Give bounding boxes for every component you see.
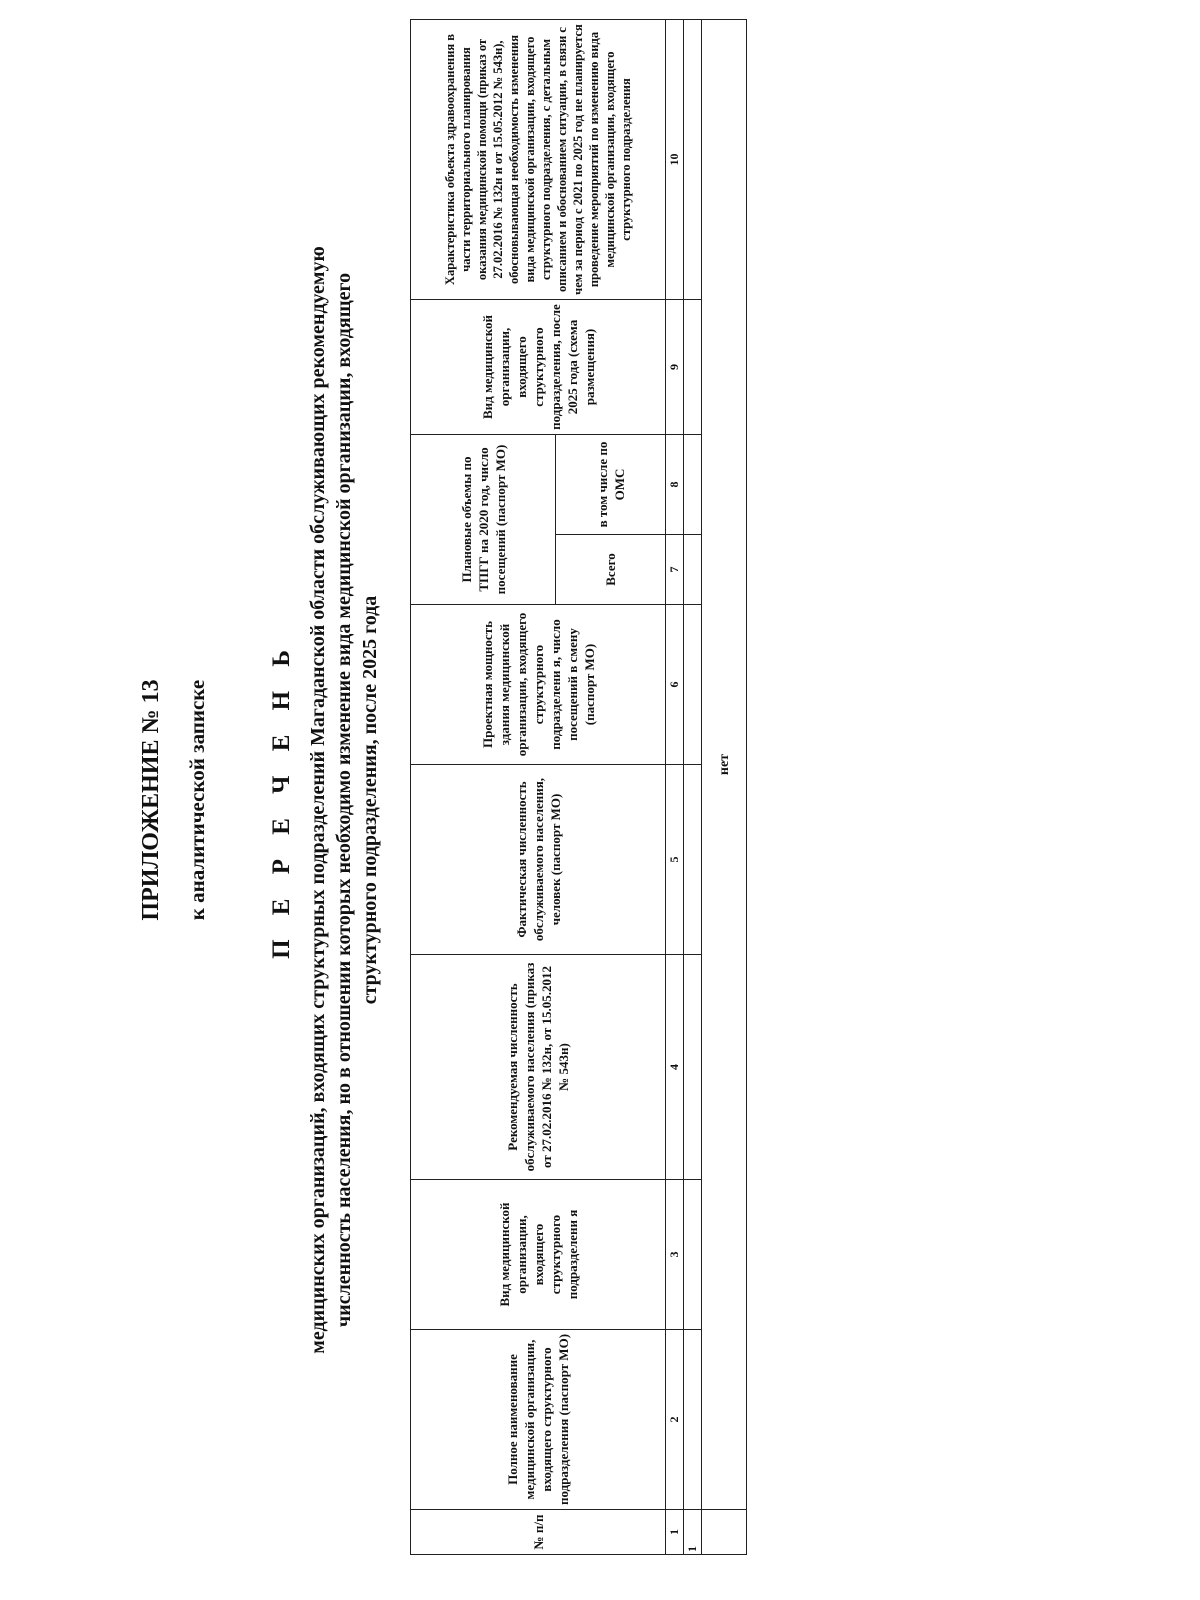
table-cell: [684, 605, 702, 765]
empty-table-message: нет: [702, 20, 747, 1510]
column-number-cell: 2: [666, 1330, 684, 1510]
header-planned-volumes: Плановые объемы по ТПГГ на 2020 год, число посещений (паспорт МО): [411, 435, 556, 605]
header-org-type: Вид медицинской организации, входящего структурного подразделени я: [411, 1180, 666, 1330]
table-cell: [684, 535, 702, 605]
table-cell: [684, 955, 702, 1180]
column-number-cell: 10: [666, 20, 684, 300]
header-including-oms: в том числе по ОМС: [556, 435, 666, 535]
column-number-cell: 5: [666, 765, 684, 955]
column-number-row: [666, 20, 684, 1555]
column-number-cell: 9: [666, 300, 684, 435]
table-cell: [684, 1330, 702, 1510]
table-row: [684, 20, 702, 1555]
table-cell: [684, 435, 702, 535]
document-description: медицинских организаций, входящих структурных подразделений Магаданской области обслуживающих рекомендуемую численность населения, но в отношении которых необходимо изменение вида медицинской организации, входящего структурного подразделения, после 2025 года: [307, 246, 381, 1354]
header-full-name: Полное наименование медицинской организации, входящего структурного подразделения (паспорт МО): [411, 1330, 666, 1510]
table-cell: [702, 1510, 747, 1555]
header-design-capacity: Проектная мощность здания медицинской организации, входящего структурного подразделени я, число посещений в смену (паспорт МО): [411, 605, 666, 765]
header-total: Всего: [556, 535, 666, 605]
table-cell: [684, 300, 702, 435]
table-header-row: [411, 20, 556, 1555]
table-cell: [684, 20, 702, 300]
document-heading: П Е Р Е Ч Е Н Ь: [268, 641, 295, 959]
row-number-cell: 1: [684, 1510, 702, 1555]
appendix-subtitle: к аналитической записке: [185, 679, 209, 921]
column-number-cell: 7: [666, 535, 684, 605]
appendix-title: ПРИЛОЖЕНИЕ № 13: [138, 679, 164, 921]
empty-table-row: [702, 20, 747, 1555]
column-number-cell: 4: [666, 955, 684, 1180]
column-number-cell: 3: [666, 1180, 684, 1330]
table-cell: [684, 1180, 702, 1330]
table-cell: [684, 765, 702, 955]
header-recommended-population: Рекомендуемая численность обслуживаемого населения (приказ от 27.02.2016 № 132н, от 15.05.2012 № 543н): [411, 955, 666, 1180]
header-type-after-2025: Вид медицинской организации, входящего структурного подразделения, после 2025 года (схема размещения): [411, 300, 666, 435]
header-actual-population: Фактическая численность обслуживаемого населения, человек (паспорт МО): [411, 765, 666, 955]
header-number: № п/п: [411, 1510, 666, 1555]
header-characteristics: Характеристика объекта здравоохранения в части территориального планирования оказания медицинской помощи (приказ от 27.02.2016 № 132н и от 15.05.2012 № 543н), обосновывающая необходимость изменения вида медицинской организации, входящего структурного подразделения, с детальным описанием и обоснованием ситуации, в связи с чем за период с 2021 по 2025 год не планируется проведение мероприятий по изменению вида медицинской организации, входящего структурного подразделения: [411, 20, 666, 300]
organizations-table: [410, 19, 747, 1555]
column-number-cell: 1: [666, 1510, 684, 1555]
column-number-cell: 6: [666, 605, 684, 765]
column-number-cell: 8: [666, 435, 684, 535]
